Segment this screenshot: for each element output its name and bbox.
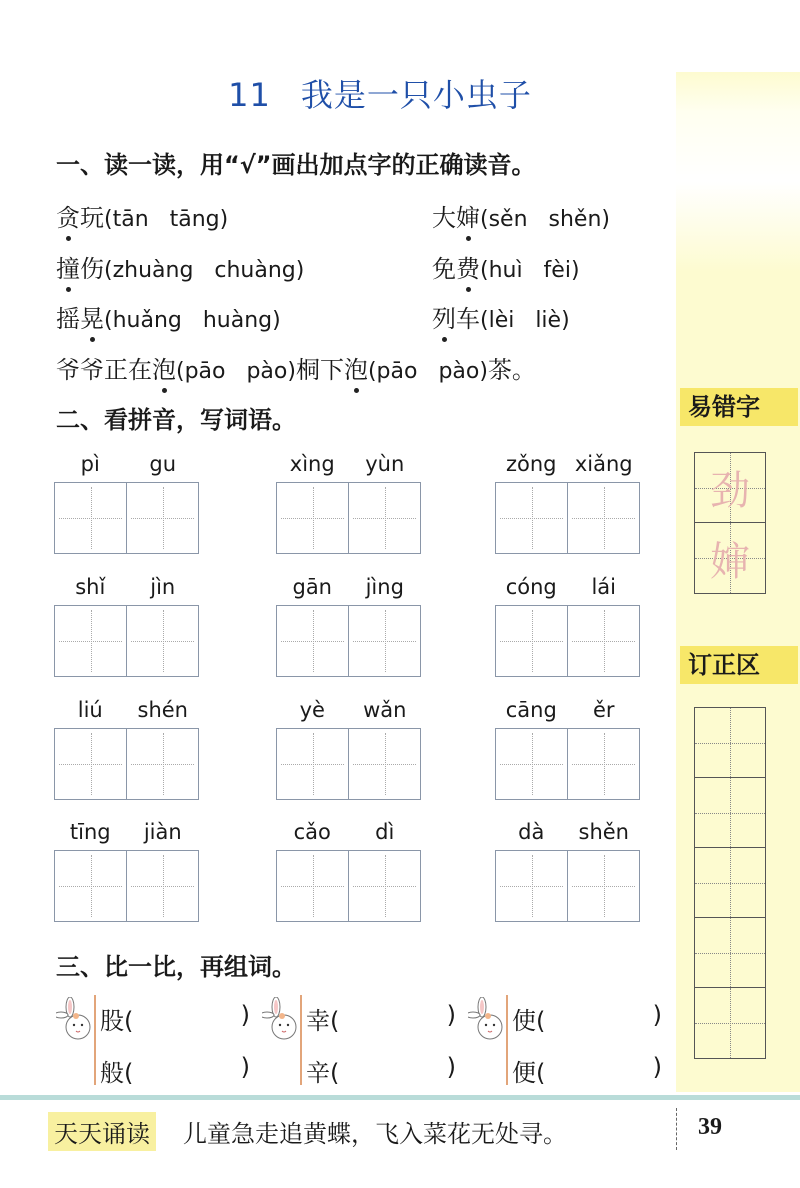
correction-cell[interactable]: [695, 988, 765, 1058]
correction-cell[interactable]: [695, 778, 765, 848]
error-chars-grid: [694, 452, 766, 594]
pinyin-syllable: shén: [137, 698, 188, 722]
pinyin-syllable: jiàn: [143, 820, 182, 844]
pinyin-item: 免费(huì fèi): [432, 249, 580, 284]
writing-boxes: [495, 850, 640, 922]
writing-boxes: [495, 728, 640, 800]
pinyin-syllable: ěr: [592, 698, 615, 722]
pinyin-syllable: jìng: [365, 575, 404, 599]
writing-cell[interactable]: [349, 606, 420, 676]
writing-cell[interactable]: [496, 483, 568, 553]
bunny-icon: [468, 997, 508, 1045]
pinyin-options[interactable]: (huǎng huàng): [104, 308, 281, 333]
pinyin-syllable: cǎo: [293, 820, 331, 844]
daily-reading-text: 儿童急走追黄蝶，飞入菜花无处寻。: [183, 1120, 567, 1148]
error-char-cell: 婶: [695, 523, 765, 593]
writing-boxes: [276, 850, 421, 922]
writing-cell[interactable]: [277, 606, 349, 676]
writing-boxes: [54, 728, 199, 800]
lesson-title: 我是一只小虫子: [300, 76, 532, 114]
pinyin-word-box: [276, 820, 421, 922]
pinyin-item: 列车(lèi liè): [432, 299, 570, 334]
pinyin-word-box: [54, 698, 199, 800]
pinyin-syllable: zǒng: [505, 452, 557, 476]
compare-pair: [56, 995, 261, 1085]
writing-cell[interactable]: [568, 483, 639, 553]
section1-heading: 一、读一读，用“√”画出加点字的正确读音。: [56, 151, 536, 179]
pinyin-syllable: gān: [292, 575, 332, 599]
dotted-char: 贪: [56, 198, 80, 233]
compare-row[interactable]: 便( ): [512, 1053, 662, 1087]
compare-row[interactable]: 使( ): [512, 1001, 662, 1035]
writing-cell[interactable]: [349, 483, 420, 553]
pinyin-options[interactable]: (tān tāng): [104, 207, 229, 232]
writing-cell[interactable]: [127, 606, 198, 676]
correction-cell[interactable]: [695, 708, 765, 778]
pinyin-options[interactable]: (lèi liè): [480, 308, 570, 333]
pinyin-syllable: dì: [375, 820, 395, 844]
writing-cell[interactable]: [349, 729, 420, 799]
pinyin-labels: [495, 820, 640, 850]
writing-cell[interactable]: [568, 851, 639, 921]
pinyin-syllable: yè: [299, 698, 325, 722]
writing-boxes: [495, 482, 640, 554]
pinyin-options[interactable]: (pāo pào): [176, 359, 296, 384]
writing-cell[interactable]: [349, 851, 420, 921]
pinyin-word-box: [495, 452, 640, 554]
pinyin-syllable: xìng: [289, 452, 335, 476]
writing-cell[interactable]: [127, 851, 198, 921]
pinyin-item: 贪玩(tān tāng): [56, 198, 228, 233]
writing-cell[interactable]: [127, 729, 198, 799]
dotted-char: 列: [432, 299, 456, 334]
pinyin-labels: [54, 575, 199, 605]
pinyin-labels: [276, 820, 421, 850]
writing-boxes: [276, 728, 421, 800]
pinyin-word-box: [495, 820, 640, 922]
compare-row[interactable]: 般( ): [100, 1053, 250, 1087]
pinyin-item: 摇晃(huǎng huàng): [56, 299, 281, 334]
pinyin-word-box: [54, 820, 199, 922]
pinyin-options[interactable]: (pāo pào): [367, 359, 488, 384]
dotted-char: 泡: [344, 350, 368, 385]
pinyin-labels: [495, 698, 640, 728]
dotted-char: 费: [456, 249, 480, 284]
pinyin-syllable: shǐ: [75, 575, 106, 599]
pinyin-item: 撞伤(zhuàng chuàng): [56, 249, 304, 284]
writing-boxes: [495, 605, 640, 677]
pinyin-syllable: cāng: [505, 698, 557, 722]
pinyin-item: 大婶(sěn shěn): [432, 198, 610, 233]
writing-cell[interactable]: [496, 729, 568, 799]
dotted-char: 婶: [456, 198, 480, 233]
writing-cell[interactable]: [55, 851, 127, 921]
writing-cell[interactable]: [277, 729, 349, 799]
pinyin-word-box: [495, 698, 640, 800]
writing-cell[interactable]: [127, 483, 198, 553]
writing-boxes: [54, 605, 199, 677]
pinyin-labels: [276, 698, 421, 728]
pinyin-sentence: 爷爷正在泡(pāo pào)桐下泡(pāo pào)茶。: [56, 350, 536, 385]
pinyin-labels: [495, 452, 640, 482]
pinyin-syllable: liú: [77, 698, 103, 722]
writing-boxes: [276, 482, 421, 554]
section3-heading: 三、比一比，再组词。: [56, 953, 296, 981]
pinyin-syllable: shěn: [578, 820, 629, 844]
pinyin-options[interactable]: (sěn shěn): [480, 207, 610, 232]
writing-cell[interactable]: [496, 606, 568, 676]
dotted-char: 泡: [152, 350, 176, 385]
pinyin-syllable: pì: [80, 452, 100, 476]
pinyin-labels: [495, 575, 640, 605]
dotted-char: 撞: [56, 249, 80, 284]
compare-pair: [262, 995, 467, 1085]
footer-divider: [0, 1095, 800, 1100]
pinyin-word-box: [276, 698, 421, 800]
compare-row[interactable]: 幸( ): [306, 1001, 456, 1035]
lesson-number: 11: [228, 76, 271, 114]
pinyin-word-box: [276, 575, 421, 677]
divider-line: [506, 995, 508, 1085]
pinyin-options[interactable]: (zhuàng chuàng): [104, 258, 305, 283]
compare-row[interactable]: 股( ): [100, 1001, 250, 1035]
writing-cell[interactable]: [568, 606, 639, 676]
divider-line: [300, 995, 302, 1085]
divider-line: [94, 995, 96, 1085]
writing-boxes: [54, 482, 199, 554]
error-chars-label: 易错字: [680, 388, 798, 426]
bunny-icon: [262, 997, 302, 1045]
pinyin-syllable: xiǎng: [574, 452, 633, 476]
daily-reading-tag: 天天诵读: [48, 1112, 156, 1151]
section2-heading: 二、看拼音，写词语。: [56, 406, 296, 434]
pinyin-syllable: tīng: [69, 820, 111, 844]
pinyin-labels: [54, 820, 199, 850]
writing-boxes: [276, 605, 421, 677]
correction-cell[interactable]: [695, 848, 765, 918]
page-number: 39: [698, 1114, 722, 1140]
bunny-icon: [56, 997, 96, 1045]
writing-cell[interactable]: [277, 483, 349, 553]
page-title: [0, 70, 800, 116]
pinyin-labels: [54, 452, 199, 482]
writing-boxes: [54, 850, 199, 922]
writing-cell[interactable]: [277, 851, 349, 921]
pinyin-word-box: [276, 452, 421, 554]
pinyin-syllable: jìn: [150, 575, 176, 599]
writing-cell[interactable]: [568, 729, 639, 799]
writing-cell[interactable]: [496, 851, 568, 921]
writing-cell[interactable]: [55, 483, 127, 553]
pinyin-syllable: lái: [591, 575, 617, 599]
pinyin-syllable: wǎn: [363, 698, 407, 722]
pinyin-syllable: yùn: [365, 452, 405, 476]
pinyin-word-box: [495, 575, 640, 677]
dotted-char: 晃: [80, 299, 104, 334]
pinyin-labels: [276, 452, 421, 482]
pinyin-word-box: [54, 575, 199, 677]
pinyin-syllable: gu: [149, 452, 177, 476]
footer-separator: [676, 1108, 677, 1150]
writing-cell[interactable]: [55, 606, 127, 676]
writing-cell[interactable]: [55, 729, 127, 799]
compare-pair: [468, 995, 673, 1085]
pinyin-labels: [276, 575, 421, 605]
error-char-cell: 劲: [695, 453, 765, 523]
pinyin-options[interactable]: (huì fèi): [480, 258, 580, 283]
pinyin-syllable: cóng: [505, 575, 557, 599]
pinyin-labels: [54, 698, 199, 728]
pinyin-syllable: dà: [518, 820, 545, 844]
compare-row[interactable]: 辛( ): [306, 1053, 456, 1087]
correction-grid[interactable]: [694, 707, 766, 1059]
correction-cell[interactable]: [695, 918, 765, 988]
correction-label: 订正区: [680, 646, 798, 684]
pinyin-word-box: [54, 452, 199, 554]
